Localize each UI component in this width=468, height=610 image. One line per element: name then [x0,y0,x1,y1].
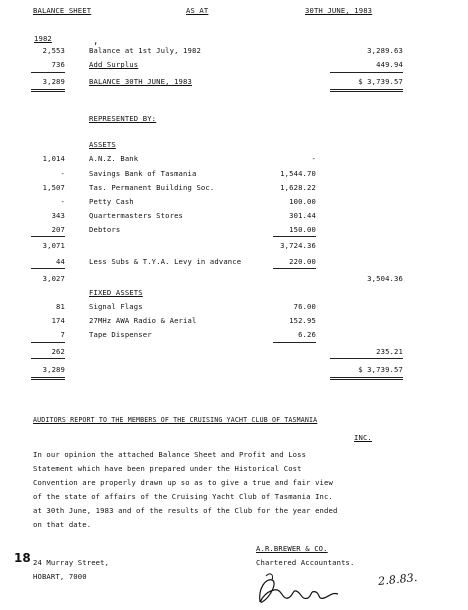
opening-label-1: Balance at 1st July, 1982 [89,46,201,55]
fixed-assets-total: 235.21 [376,347,403,356]
divider [330,379,403,380]
grand-total-prev: 3,289 [42,365,65,374]
opening-label-2: Add Surplus [89,60,139,69]
asset-amount: 150.00 [289,225,316,234]
opening-amount-2: 449.94 [376,60,403,69]
fixed-asset-label: 27MHz AWA Radio & Aerial [89,316,197,325]
firm-name: A.R.BREWER & CO. [256,544,328,553]
divider [273,236,316,237]
divider [31,72,65,73]
report-title-inc: INC. [354,433,372,442]
divider [31,91,65,92]
asset-prev: - [60,197,65,206]
report-title: AUDITORS REPORT TO THE MEMBERS OF THE CRUISING YACHT CLUB OF TASMANIA [33,416,318,424]
closing-balance-amount: $ 3,739.57 [358,77,403,86]
asset-amount: - [311,154,316,163]
asset-amount: 1,628.22 [280,183,316,192]
asset-amount: 301.44 [289,211,316,220]
less-amount: 220.00 [289,257,316,266]
asset-label: Quartermasters Stores [89,211,184,220]
report-line: at 30th June, 1983 and of the results of the Club for the year ended [33,506,338,515]
asset-amount: 100.00 [289,197,316,206]
address-line-2: HOBART, 7000 [33,572,87,581]
fixed-asset-prev: 174 [51,316,65,325]
divider [273,268,316,269]
divider [273,342,316,343]
divider [31,89,65,90]
balance-date: 30TH JUNE, 1983 [305,6,373,15]
report-line: of the state of affairs of the Cruising Yacht Club of Tasmania Inc. [33,492,333,501]
asset-prev: 207 [51,225,65,234]
divider [31,377,65,378]
page-number: 18 [14,551,31,565]
signature-image [252,568,348,608]
report-line: In our opinion the attached Balance Sheet and Profit and Loss [33,450,307,459]
divider [31,358,65,359]
tick-mark: , [93,37,99,47]
fixed-asset-prev: 7 [60,330,65,339]
fixed-asset-prev: 81 [56,302,65,311]
asset-label: A.N.Z. Bank [89,154,139,163]
asset-label: Savings Bank of Tasmania [89,169,197,178]
handwritten-date: 2.8.83. [377,570,419,589]
assets-subtotal: 3,724.36 [280,241,316,250]
divider [31,236,65,237]
asset-label: Tas. Permanent Building Soc. [89,183,215,192]
asset-amount: 1,544.70 [280,169,316,178]
opening-prev-3: 3,289 [42,77,65,86]
report-line: Statement which have been prepared under the Historical Cost [33,464,302,473]
report-line: Convention are properly drawn up so as to give a true and fair view [33,478,333,487]
fixed-asset-amount: 76.00 [293,302,316,311]
opening-prev-2: 736 [51,60,65,69]
net-assets-prev: 3,027 [42,274,65,283]
fixed-total-prev: 262 [51,347,65,356]
fixed-asset-label: Tape Dispenser [89,330,152,339]
firm-title: Chartered Accountants. [256,558,355,567]
divider [330,377,403,378]
fixed-asset-amount: 6.26 [298,330,316,339]
opening-prev-1: 2,553 [42,46,65,55]
divider [31,342,65,343]
fixed-assets-heading: FIXED ASSETS [89,288,143,297]
divider [330,91,403,92]
fixed-asset-amount: 152.95 [289,316,316,325]
prior-year-heading: 1982 [34,34,52,43]
fixed-asset-label: Signal Flags [89,302,143,311]
asset-prev: 343 [51,211,65,220]
less-label: Less Subs & T.Y.A. Levy in advance [89,257,242,266]
net-current-assets: 3,504.36 [367,274,403,283]
closing-balance-label: BALANCE 30TH JUNE, 1983 [89,77,192,86]
assets-heading: ASSETS [89,140,116,149]
as-at-label: AS AT [186,6,209,15]
opening-amount-1: 3,289.63 [367,46,403,55]
divider [31,268,65,269]
divider [330,72,403,73]
asset-prev: - [60,169,65,178]
report-line: on that date. [33,520,92,529]
grand-total: $ 3,739.57 [358,365,403,374]
address-line-1: 24 Murray Street, [33,558,110,567]
asset-prev: 1,507 [42,183,65,192]
asset-prev: 1,014 [42,154,65,163]
less-prev: 44 [56,257,65,266]
asset-label: Petty Cash [89,197,134,206]
divider [330,89,403,90]
document-title: BALANCE SHEET [33,6,92,15]
divider [330,358,403,359]
assets-subtotal-prev: 3,071 [42,241,65,250]
asset-label: Debtors [89,225,121,234]
divider [31,379,65,380]
represented-by-heading: REPRESENTED BY: [89,114,157,123]
